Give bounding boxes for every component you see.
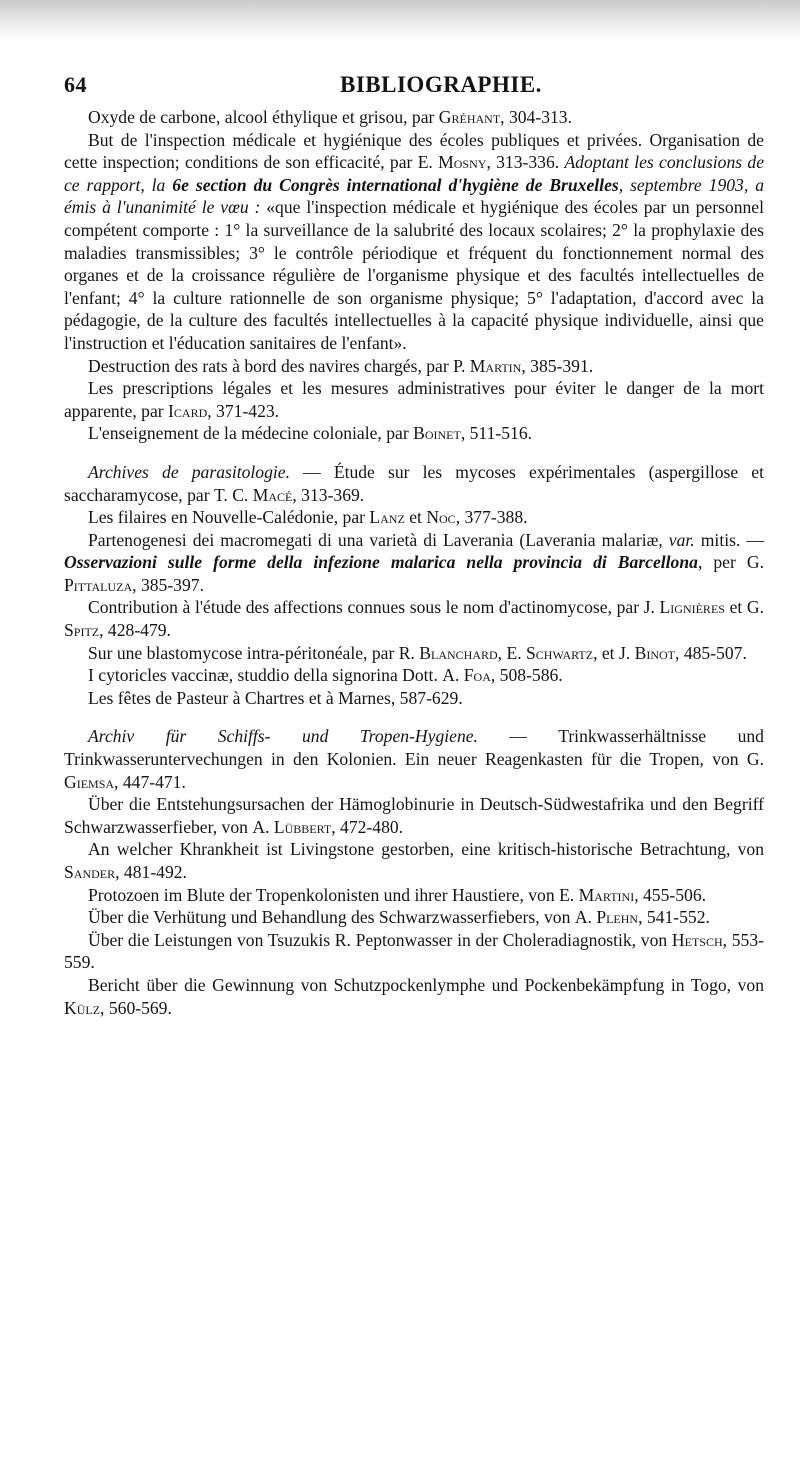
author-name: G. Giemsa bbox=[64, 749, 764, 792]
running-title: BIBLIOGRAPHIE. bbox=[340, 72, 542, 97]
bibliography-entry: Destruction des rats à bord des navires chargés, par P. Martin, 385-391. bbox=[88, 355, 594, 376]
author-name: Hetsch bbox=[671, 929, 723, 950]
bibliography-entry: Les prescriptions légales et les mesures administratives pour éviter le danger de la mort apparente, par Icard, 371-423. bbox=[64, 378, 764, 421]
author-name: A. Plehn bbox=[574, 907, 639, 928]
journal-title: Archiv für Schiffs- und Tropen-Hygiene. bbox=[88, 726, 478, 747]
author-name: A. Lübbert bbox=[252, 816, 332, 837]
author-name: G. Spitz bbox=[64, 597, 764, 641]
author-name: Boinet bbox=[413, 423, 461, 444]
book-page bbox=[64, 72, 764, 1019]
bibliography-entry: I cytoricles vaccinæ, studdio della signorina Dott. A. Foa, 508-586. bbox=[88, 665, 563, 686]
author-name: Noc bbox=[426, 507, 456, 528]
bibliography-entry: Oxyde de carbone, alcool éthylique et grisou, par Gréhant, 304-313. bbox=[88, 107, 572, 127]
bibliography-entry: Les fêtes de Pasteur à Chartres et à Marnes, 587-629. bbox=[88, 687, 463, 708]
author-name: P. Martin bbox=[453, 355, 522, 376]
author-name: G. Pittaluza bbox=[64, 552, 764, 595]
author-name: T. C. Macé bbox=[213, 484, 293, 505]
bibliography-entry: L'enseignement de la médecine coloniale, par Boinet, 511-516. bbox=[88, 423, 533, 444]
scan-top-edge bbox=[0, 0, 800, 42]
author-name: Gréhant bbox=[438, 107, 501, 127]
journal-title: Archives de parasitologie. bbox=[88, 461, 290, 482]
author-name: A. Foa bbox=[442, 665, 491, 686]
author-name: Icard bbox=[168, 400, 208, 421]
author-name: Lanz bbox=[369, 507, 405, 528]
bibliography-entry: Bericht über die Gewinnung von Schutzpockenlymphe und Pockenbekämpfung in Togo, von Külz, 560-569. bbox=[64, 974, 764, 1018]
bibliography-entry: Contribution à l'étude des affections connues sous le nom d'actinomycose, par J. Lignières et G. Spitz, 428-479. bbox=[64, 597, 764, 641]
bibliography-entry: Über die Verhütung und Behandlung des Schwarzwasserfiebers, von A. Plehn, 541-552. bbox=[88, 907, 710, 928]
page-header bbox=[64, 72, 764, 106]
author-name: Sander bbox=[64, 862, 116, 882]
bibliography-entry: Protozoen im Blute der Tropenkolonisten und ihrer Haustiere, von E. Martini, 455-506. bbox=[88, 884, 707, 905]
author-name: E. Schwartz bbox=[506, 642, 594, 663]
author-name: R. Blanchard bbox=[398, 642, 498, 663]
author-name: J. Lignières bbox=[643, 597, 725, 618]
bibliography-entry: Les filaires en Nouvelle-Calédonie, par Lanz et Noc, 377-388. bbox=[88, 507, 528, 528]
bibliography-entry: Über die Entstehungsursachen der Hämoglobinurie in Deutsch-Südwestafrika und den Begriff Schwarzwasserfieber, von A. Lübbert, 472-480. bbox=[64, 794, 764, 837]
bibliography-entry: Sur une blastomycose intra-péritonéale, par R. Blanchard, E. Schwartz, et J. Binot, 485-507. bbox=[88, 642, 747, 663]
bibliography-entry: Archiv für Schiffs- und Tropen-Hygiene. — Trinkwasserhältnisse und Trinkwasseruntervechungen in den Kolonien. Ein neuer Reagenkasten für die Tropen, von G. Giemsa, 447-471. bbox=[64, 726, 764, 792]
bibliography-entry: But de l'inspection médicale et hygiénique des écoles publiques et privées. Organisation de cette inspection; conditions de son efficacité, par E. Mosny, 313-336. Adoptant les conclusions de ce rapport, la 6e section du Congrès international d'hygiène de Bruxelles, septembre 1903, a émis à l'unanimité le vœu : «que l'inspection médicale et hygiénique des écoles par un personnel compétent comporte : 1° la surveillance de la salubrité des locaux scolaires; 2° la prophylaxie des maladies transmissibles; 3° le contrôle périodique et fréquent du fonctionnement normal des organes et de la croissance régulière de l'organisme physique et des facultés intellectuelles de l'enfant; 4° la culture rationnelle de son organisme physique; 5° l'adaptation, d'accord avec la pédagogie, de la culture des facultés intellectuelles à la capacité physique individuelle, ainsi que l'instruction et l'éducation sanitaires de l'enfant». bbox=[64, 129, 765, 353]
author-name: E. Mosny bbox=[417, 152, 487, 173]
bibliography-entry: Partenogenesi dei macromegati di una varietà di Laverania (Laverania malariæ, var. mitis. — Osservazioni sulle forme della infezione malarica nella provincia di Barcellona, per G. Pittaluza, 385-397. bbox=[64, 529, 764, 595]
author-name: Külz bbox=[64, 997, 101, 1018]
resolution-quote: «que l'inspection médicale et hygiénique des écoles par un personnel compétent comporte : 1° la surveillance de la salubrité des locaux scolaires; 2° la prophylaxie des maladies transmissibles; 3° le contrôle périodique et fréquent du fonctionnement normal des organes et de la croissance régulière de l'organisme physique et des facultés intellectuelles de l'enfant; 4° la culture rationnelle de son organisme physique; 5° l'adaptation, d'accord avec la pédagogie, de la culture des facultés intellectuelles à la capacité physique individuelle, ainsi que l'instruction et l'éducation sanitaires de l'enfant». bbox=[64, 197, 764, 353]
bibliography-entry: Archives de parasitologie. — Étude sur les mycoses expérimentales (aspergillose et saccharamycose, par T. C. Macé, 313-369. bbox=[64, 461, 764, 505]
author-name: J. Binot bbox=[618, 642, 676, 663]
bibliography-entry: An welcher Khrankheit ist Livingstone gestorben, eine kritisch-historische Betrachtung, von Sander, 481-492. bbox=[64, 839, 764, 882]
author-name: E. Martini bbox=[559, 884, 635, 905]
page-number: 64 bbox=[64, 72, 87, 97]
bibliography-entry: Über die Leistungen von Tsuzukis R. Peptonwasser in der Choleradiagnostik, von Hetsch, 553-559. bbox=[64, 929, 765, 973]
